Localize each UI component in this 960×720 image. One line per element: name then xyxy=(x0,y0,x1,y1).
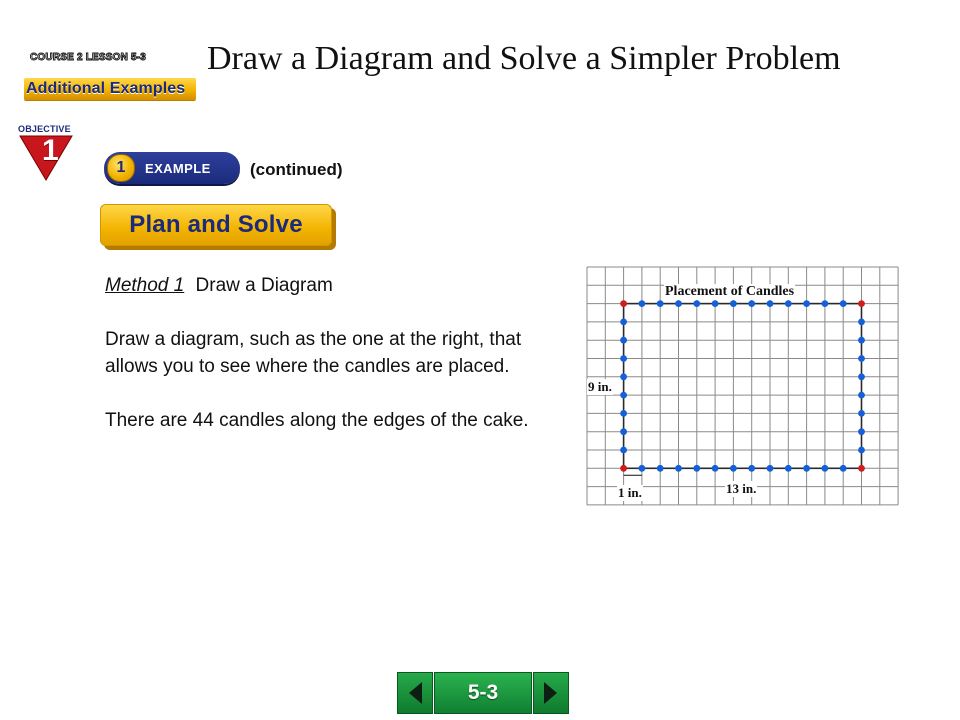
candle xyxy=(803,300,810,307)
candle xyxy=(748,465,755,472)
lesson-button[interactable] xyxy=(434,672,532,714)
candle xyxy=(858,447,865,454)
candle xyxy=(693,465,700,472)
method-label: Method 1 xyxy=(105,275,185,296)
candle xyxy=(620,373,627,380)
candle xyxy=(858,410,865,417)
objective-label: OBJECTIVE xyxy=(18,124,71,134)
corner-candle xyxy=(620,465,627,472)
candle xyxy=(840,465,847,472)
candle xyxy=(620,410,627,417)
example-label: EXAMPLE xyxy=(145,160,211,176)
objective-badge xyxy=(18,124,80,184)
left-arrow-icon xyxy=(406,680,424,706)
paragraph-answer: There are 44 candles along the edges of the cake. xyxy=(105,410,529,431)
cake-outline xyxy=(624,304,862,469)
candle xyxy=(657,465,664,472)
continued-label: (continued) xyxy=(250,160,343,179)
page-title: Draw a Diagram and Solve a Simpler Problem xyxy=(207,40,841,77)
unit-label: 1 in. xyxy=(618,485,642,500)
candle xyxy=(693,300,700,307)
candle xyxy=(858,373,865,380)
candle xyxy=(858,428,865,435)
paragraph-diagram: Draw a diagram, such as the one at the right, that allows you to see where the candles are placed. xyxy=(105,329,522,377)
candle xyxy=(785,465,792,472)
lesson-number: 5-3 xyxy=(467,681,499,704)
method-name: Draw a Diagram xyxy=(195,275,333,296)
candle xyxy=(748,300,755,307)
previous-button[interactable] xyxy=(397,672,433,714)
corner-candle xyxy=(858,300,865,307)
course-lesson-label: COURSE 2 LESSON 5-3 xyxy=(30,52,147,63)
candle xyxy=(657,300,664,307)
candle xyxy=(840,300,847,307)
corner-candle xyxy=(858,465,865,472)
candle-grid xyxy=(586,266,900,516)
objective-number: 1 xyxy=(42,134,59,167)
plan-and-solve-label: Plan and Solve xyxy=(129,211,303,238)
candle xyxy=(675,300,682,307)
lesson-body xyxy=(105,272,545,461)
candle xyxy=(639,300,646,307)
next-button[interactable] xyxy=(533,672,569,714)
candle xyxy=(822,300,829,307)
candle xyxy=(785,300,792,307)
candle xyxy=(803,465,810,472)
example-number: 1 xyxy=(116,159,126,176)
example-number-icon xyxy=(107,154,135,182)
candle xyxy=(620,337,627,344)
diagram-title: Placement of Candles xyxy=(665,284,795,299)
method-heading xyxy=(105,272,545,299)
candle xyxy=(620,447,627,454)
candle xyxy=(767,465,774,472)
additional-examples-banner xyxy=(24,78,196,100)
candle xyxy=(712,465,719,472)
candle xyxy=(620,355,627,362)
candle xyxy=(858,392,865,399)
additional-examples-label: Additional Examples xyxy=(26,80,186,97)
candle xyxy=(858,319,865,326)
candle xyxy=(675,465,682,472)
candle xyxy=(767,300,774,307)
candle xyxy=(620,428,627,435)
corner-candle xyxy=(620,300,627,307)
width-label: 13 in. xyxy=(726,481,757,496)
example-badge xyxy=(104,152,240,184)
candle xyxy=(620,392,627,399)
candle xyxy=(620,319,627,326)
candle xyxy=(639,465,646,472)
candle xyxy=(858,355,865,362)
candle xyxy=(730,465,737,472)
right-arrow-icon xyxy=(542,680,560,706)
candle xyxy=(730,300,737,307)
candle xyxy=(858,337,865,344)
candle xyxy=(822,465,829,472)
candle xyxy=(712,300,719,307)
height-label: 9 in. xyxy=(588,379,612,394)
candle-placement-diagram xyxy=(586,266,900,516)
plan-and-solve-banner xyxy=(100,204,332,246)
